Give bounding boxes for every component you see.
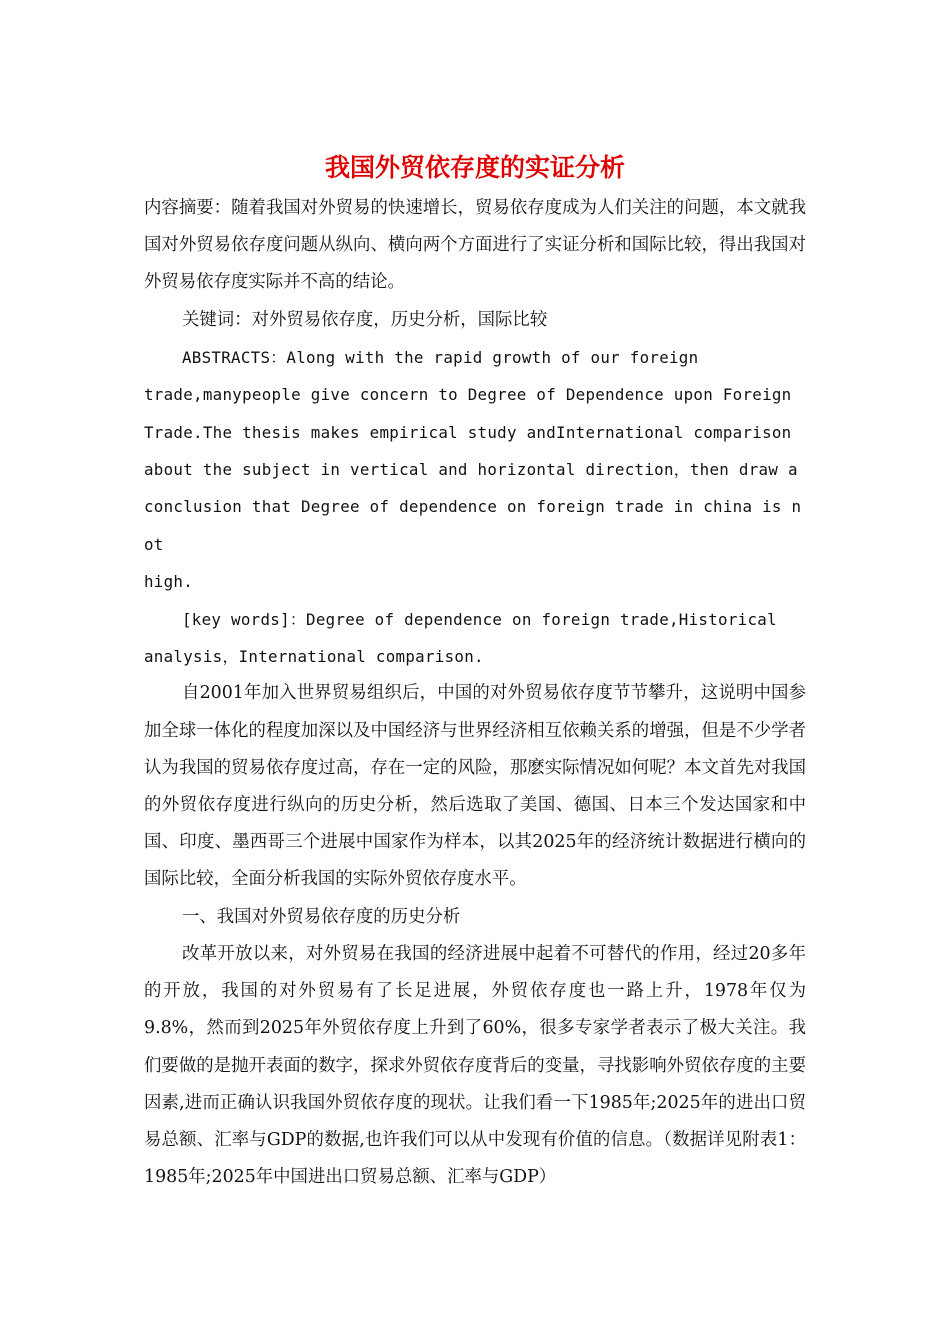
keywords-cn: 关键词：对外贸易依存度，历史分析，国际比较 — [182, 309, 548, 330]
abstract-en-line: Trade.The thesis makes empirical study andInternational comparison — [144, 422, 792, 442]
keywords-en — [144, 601, 806, 676]
keywords-en-line: [key words]：Degree of dependence on foreign trade,Historical — [182, 609, 777, 629]
section1-heading: 一、我国对外贸易依存度的历史分析 — [182, 906, 461, 927]
document-title: 我国外贸依存度的实证分析 — [324, 153, 625, 182]
keywords-en-line: analysis，International comparison. — [144, 647, 484, 667]
section1-paragraph: 改革开放以来，对外贸易在我国的经济进展中起着不可替代的作用，经过20多年的开放，我国的对外贸易有了长足进展，外贸依存度也一路上升，1978年仅为9.8%，然而到2025年外贸依存度上升到了60%，很多专家学者表示了极大关注。我们要做的是抛开表面的数字，探求外贸依存度背后的变量，寻找影响外贸依存度的主要因素,进而正确认识我国外贸依存度的现状。让我们看一下1985年;2025年的进出口贸易总额、汇率与GDP的数据,也许我们可以从中发现有价值的信息。（数据详见附表1：1985年;2025年中国进出口贸易总额、汇率与GDP） — [144, 943, 806, 1188]
abstract-en-line: conclusion that Degree of dependence on foreign trade in china is not — [144, 497, 802, 554]
intro-paragraph: 自2001年加入世界贸易组织后，中国的对外贸易依存度节节攀升，这说明中国参加全球一体化的程度加深以及中国经济与世界经济相互依赖关系的增强，但是不少学者认为我国的贸易依存度过高，存在一定的风险，那麽实际情况如何呢？本文首先对我国的外贸依存度进行纵向的历史分析，然后选取了美国、德国、日本三个发达国家和中国、印度、墨西哥三个进展中国家作为样本，以其2025年的经济统计数据进行横向的国际比较，全面分析我国的实际外贸依存度水平。 — [144, 683, 806, 890]
abstract-en-line: ABSTRACTS：Along with the rapid growth of our foreign — [182, 347, 699, 367]
abstract-en-line: trade,manypeople give concern to Degree of Dependence upon Foreign — [144, 385, 792, 405]
abstract-en-line: high. — [144, 572, 194, 592]
abstract-en-line: about the subject in vertical and horizontal direction，then draw a — [144, 460, 798, 480]
abstract-en — [144, 339, 806, 601]
abstract-cn: 内容摘要：随着我国对外贸易的快速增长，贸易依存度成为人们关注的问题，本文就我国对外贸易依存度问题从纵向、横向两个方面进行了实证分析和国际比较，得出我国对外贸易依存度实际并不高的结论。 — [144, 198, 806, 293]
document-page — [144, 148, 806, 1196]
